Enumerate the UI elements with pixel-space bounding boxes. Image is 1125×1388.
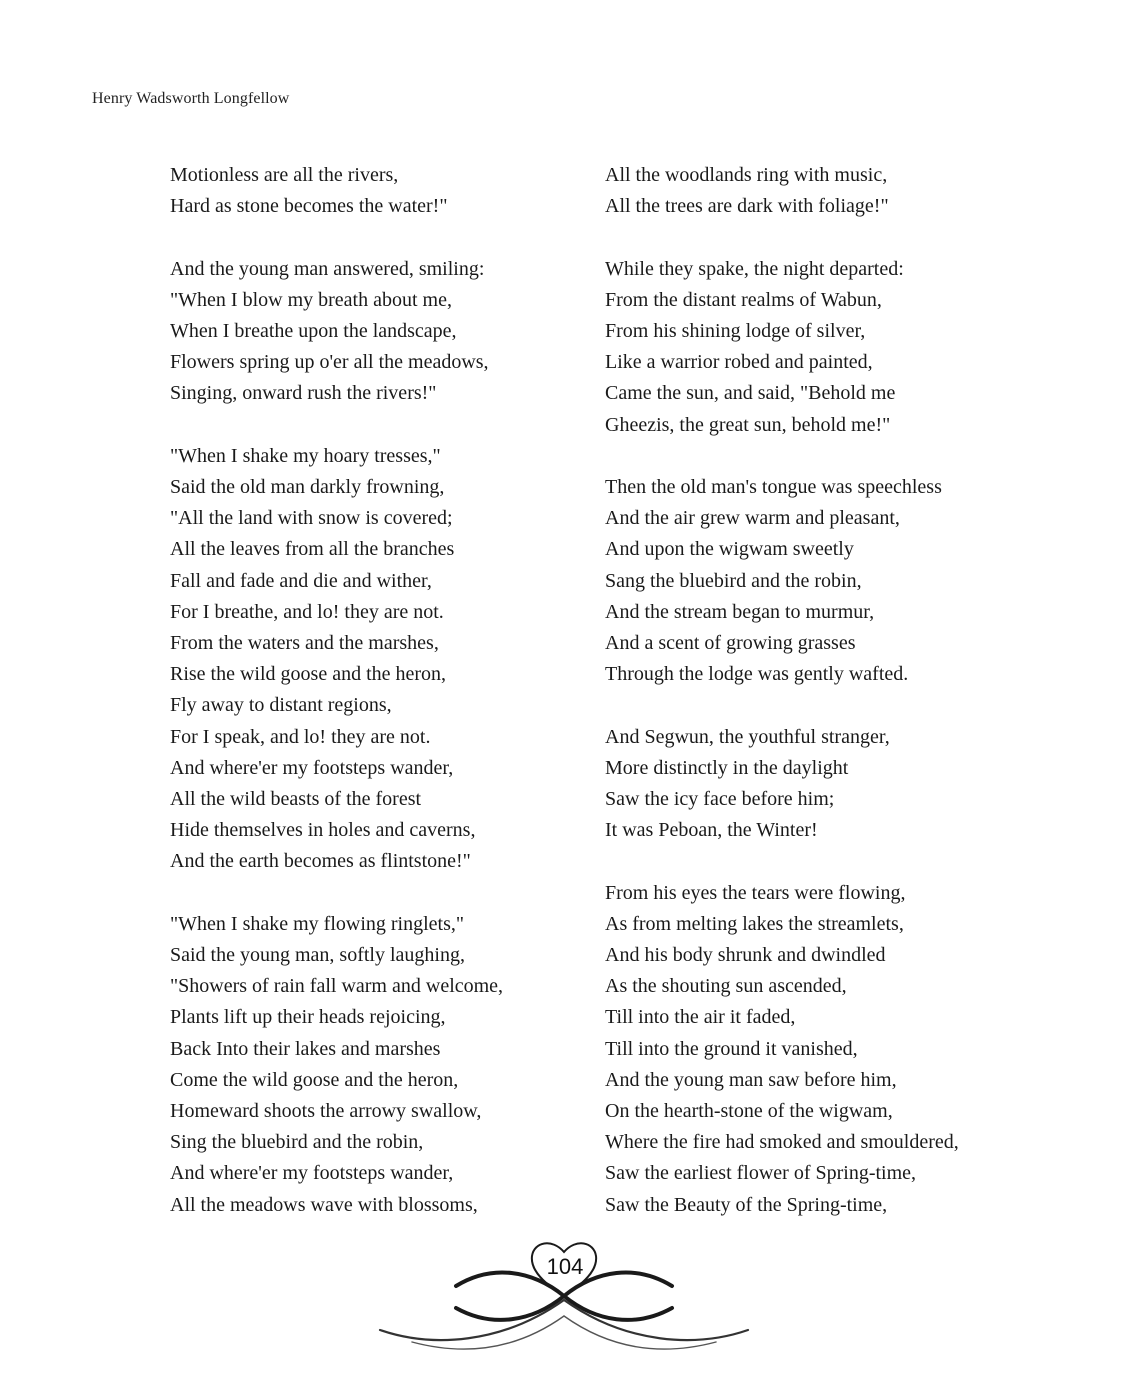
poem-line: And where'er my footsteps wander, bbox=[170, 1162, 454, 1185]
poem-line: From his eyes the tears were flowing, bbox=[605, 881, 906, 904]
stanza bbox=[170, 254, 570, 410]
poem-line: Come the wild goose and the heron, bbox=[170, 1068, 459, 1091]
poem-line: All the meadows wave with blossoms, bbox=[170, 1193, 478, 1216]
poem-line: From his shining lodge of silver, bbox=[605, 320, 866, 342]
poem-column-right bbox=[605, 160, 1025, 1252]
stanza bbox=[170, 441, 570, 878]
poem-line: Back Into their lakes and marshes bbox=[170, 1037, 441, 1060]
poem-line: And the young man saw before him, bbox=[605, 1068, 897, 1091]
poem-line: And a scent of growing grasses bbox=[605, 632, 856, 655]
poem-line: Saw the Beauty of the Spring-time, bbox=[605, 1193, 888, 1216]
poem-line: Motionless are all the rivers, bbox=[170, 164, 399, 186]
poem-line: And the stream began to murmur, bbox=[605, 600, 875, 623]
stanza bbox=[170, 160, 570, 222]
poem-line: Through the lodge was gently wafted. bbox=[605, 663, 909, 686]
poem-line: Fall and fade and die and wither, bbox=[170, 569, 432, 592]
stanza bbox=[605, 472, 1025, 690]
poem-line: "When I shake my hoary tresses," bbox=[170, 444, 441, 467]
poem-line: Sing the bluebird and the robin, bbox=[170, 1131, 424, 1154]
poem-line: "Showers of rain fall warm and welcome, bbox=[170, 975, 504, 998]
poem-line: And Segwun, the youthful stranger, bbox=[605, 725, 890, 748]
poem-line: And where'er my footsteps wander, bbox=[170, 756, 454, 779]
stanza bbox=[170, 909, 570, 1221]
poem-line: When I breathe upon the landscape, bbox=[170, 320, 457, 342]
poem-line: Saw the earliest flower of Spring-time, bbox=[605, 1162, 917, 1185]
poem-line: "All the land with snow is covered; bbox=[170, 507, 453, 530]
poem-line: Plants lift up their heads rejoicing, bbox=[170, 1006, 446, 1029]
poem-line: Fly away to distant regions, bbox=[170, 694, 392, 717]
poem-line: All the trees are dark with foliage!" bbox=[605, 195, 889, 218]
poem-line: Hard as stone becomes the water!" bbox=[170, 195, 448, 218]
poem-line: As the shouting sun ascended, bbox=[605, 975, 847, 998]
poem-line: Hide themselves in holes and caverns, bbox=[170, 819, 476, 842]
poem-line: Came the sun, and said, "Behold me bbox=[605, 382, 896, 405]
poem-line: All the leaves from all the branches bbox=[170, 538, 455, 561]
poem-line: Where the fire had smoked and smouldered, bbox=[605, 1131, 959, 1154]
poem-line: Sang the bluebird and the robin, bbox=[605, 569, 862, 592]
poem-line: Homeward shoots the arrowy swallow, bbox=[170, 1100, 482, 1123]
poem-line: Saw the icy face before him; bbox=[605, 788, 835, 811]
poem-line: Till into the air it faded, bbox=[605, 1006, 796, 1029]
poem-line: While they spake, the night departed: bbox=[605, 257, 904, 280]
stanza bbox=[605, 254, 1025, 441]
poem-line: Then the old man's tongue was speechless bbox=[605, 476, 942, 498]
poem-line: All the woodlands ring with music, bbox=[605, 164, 888, 186]
poem-line: Said the young man, softly laughing, bbox=[170, 944, 465, 967]
poem-line: And the young man answered, smiling: bbox=[170, 257, 485, 280]
poem-line: And upon the wigwam sweetly bbox=[605, 538, 854, 561]
poem-line: Said the old man darkly frowning, bbox=[170, 476, 445, 498]
poem-line: "When I blow my breath about me, bbox=[170, 288, 452, 311]
poem-line: "When I shake my flowing ringlets," bbox=[170, 912, 465, 935]
poem-line: For I breathe, and lo! they are not. bbox=[170, 600, 444, 623]
stanza bbox=[605, 160, 1025, 222]
poem-line: Till into the ground it vanished, bbox=[605, 1037, 858, 1060]
poem-line: It was Peboan, the Winter! bbox=[605, 819, 818, 842]
poem-line: For I speak, and lo! they are not. bbox=[170, 725, 431, 748]
poem-line: From the waters and the marshes, bbox=[170, 632, 439, 655]
poem-line: Like a warrior robed and painted, bbox=[605, 351, 873, 374]
stanza bbox=[605, 878, 1025, 1221]
poem-line: As from melting lakes the streamlets, bbox=[605, 912, 904, 935]
running-head: Henry Wadsworth Longfellow bbox=[92, 90, 290, 107]
poem-line: Gheezis, the great sun, behold me!" bbox=[605, 413, 891, 436]
poem-line: And the air grew warm and pleasant, bbox=[605, 507, 900, 530]
poem-line: And the earth becomes as flintstone!" bbox=[170, 850, 471, 873]
poem-line: And his body shrunk and dwindled bbox=[605, 944, 886, 967]
poem-line: All the wild beasts of the forest bbox=[170, 788, 422, 811]
poem-line: Rise the wild goose and the heron, bbox=[170, 663, 447, 686]
poem-column-left bbox=[170, 160, 570, 1252]
poem-line: More distinctly in the daylight bbox=[605, 756, 849, 779]
poem-line: On the hearth-stone of the wigwam, bbox=[605, 1100, 893, 1123]
page-number: 104 bbox=[546, 1254, 584, 1279]
stanza bbox=[605, 722, 1025, 847]
poem-line: Flowers spring up o'er all the meadows, bbox=[170, 351, 489, 374]
poem-line: From the distant realms of Wabun, bbox=[605, 288, 882, 311]
poem-line: Singing, onward rush the rivers!" bbox=[170, 382, 437, 405]
